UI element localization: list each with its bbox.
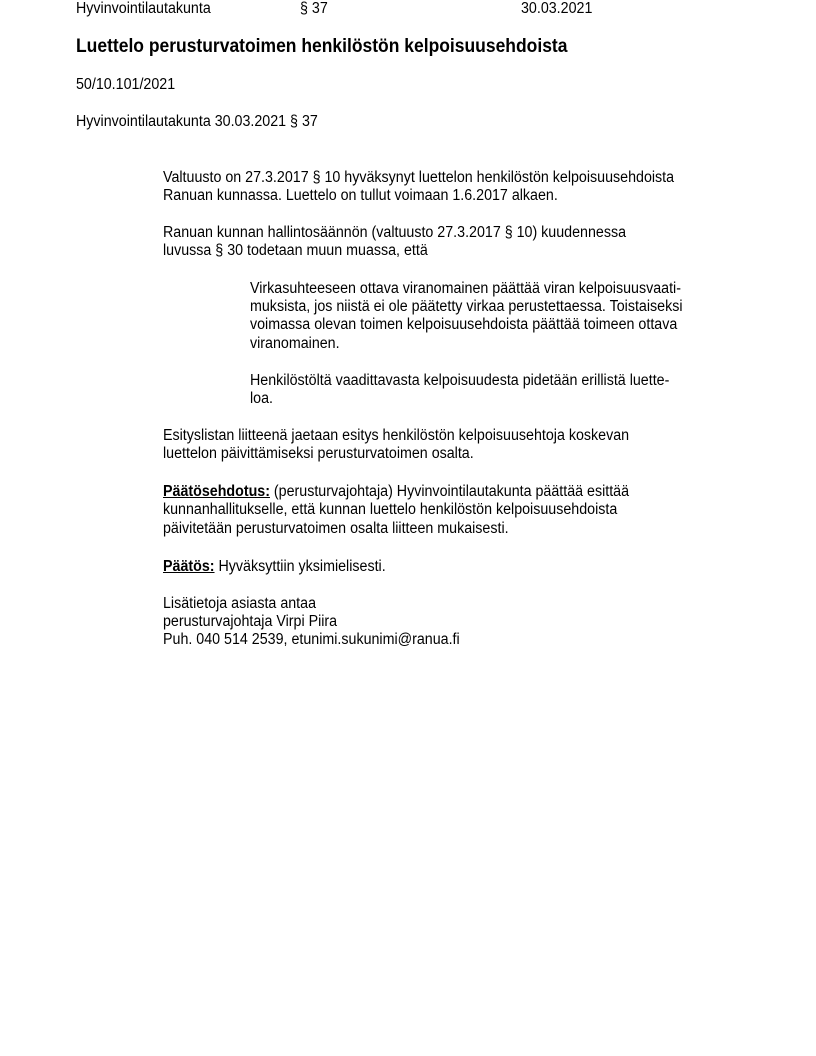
paragraph-line: luettelon päivittämiseksi perusturvatoimen osalta.: [163, 445, 474, 462]
paragraph-line: Valtuusto on 27.3.2017 § 10 hyväksynyt luettelon henkilöstön kelpoisuusehdoista: [163, 169, 675, 186]
contact-line: Lisätietoja asiasta antaa: [163, 595, 317, 612]
paragraph-line: luvussa § 30 todetaan muun muassa, että: [163, 242, 428, 259]
proposal-line: kunnanhallitukselle, että kunnan luettelo henkilöstön kelpoisuusehdoista: [163, 501, 618, 518]
decision-text: Hyväksyttiin yksimielisesti.: [214, 558, 386, 575]
meeting-reference: Hyvinvointilautakunta 30.03.2021 § 37: [76, 113, 318, 130]
proposal-label: Päätösehdotus:: [163, 483, 270, 500]
contact-line: perusturvajohtaja Virpi Piira: [163, 613, 338, 630]
quote-line: loa.: [250, 390, 273, 407]
paragraph-line: Esityslistan liitteenä jaetaan esitys henkilöstön kelpoisuusehtoja koskevan: [163, 427, 630, 444]
case-number: 50/10.101/2021: [76, 76, 176, 93]
document-title: Luettelo perusturvatoimen henkilöstön kelpoisuusehdoista: [76, 36, 568, 57]
paragraph-line: Ranuan kunnan hallintosäännön (valtuusto 27.3.2017 § 10) kuudennessa: [163, 224, 627, 241]
header-date: 30.03.2021: [521, 0, 593, 17]
paragraph-line: Ranuan kunnassa. Luettelo on tullut voimaan 1.6.2017 alkaen.: [163, 187, 558, 204]
quote-line: viranomainen.: [250, 335, 340, 352]
quote-line: muksista, jos niistä ei ole päätetty virkaa perustettaessa. Toistaiseksi: [250, 298, 683, 315]
proposal-line: [163, 483, 629, 501]
quote-line: Virkasuhteeseen ottava viranomainen päättää viran kelpoisuusvaati-: [250, 280, 681, 297]
decision-label: Päätös:: [163, 558, 215, 575]
header-committee: Hyvinvointilautakunta: [76, 0, 211, 17]
proposal-line: päivitetään perusturvatoimen osalta liitteen mukaisesti.: [163, 520, 509, 537]
quote-line: voimassa olevan toimen kelpoisuusehdoista päättää toimeen ottava: [250, 316, 678, 333]
header-section: § 37: [300, 0, 328, 17]
contact-line: Puh. 040 514 2539, etunimi.sukunimi@ranua.fi: [163, 631, 460, 648]
decision-line: [163, 558, 386, 576]
quote-line: Henkilöstöltä vaadittavasta kelpoisuudesta pidetään erillistä luette-: [250, 372, 670, 389]
proposal-text: (perusturvajohtaja) Hyvinvointilautakunta päättää esittää: [269, 483, 630, 500]
